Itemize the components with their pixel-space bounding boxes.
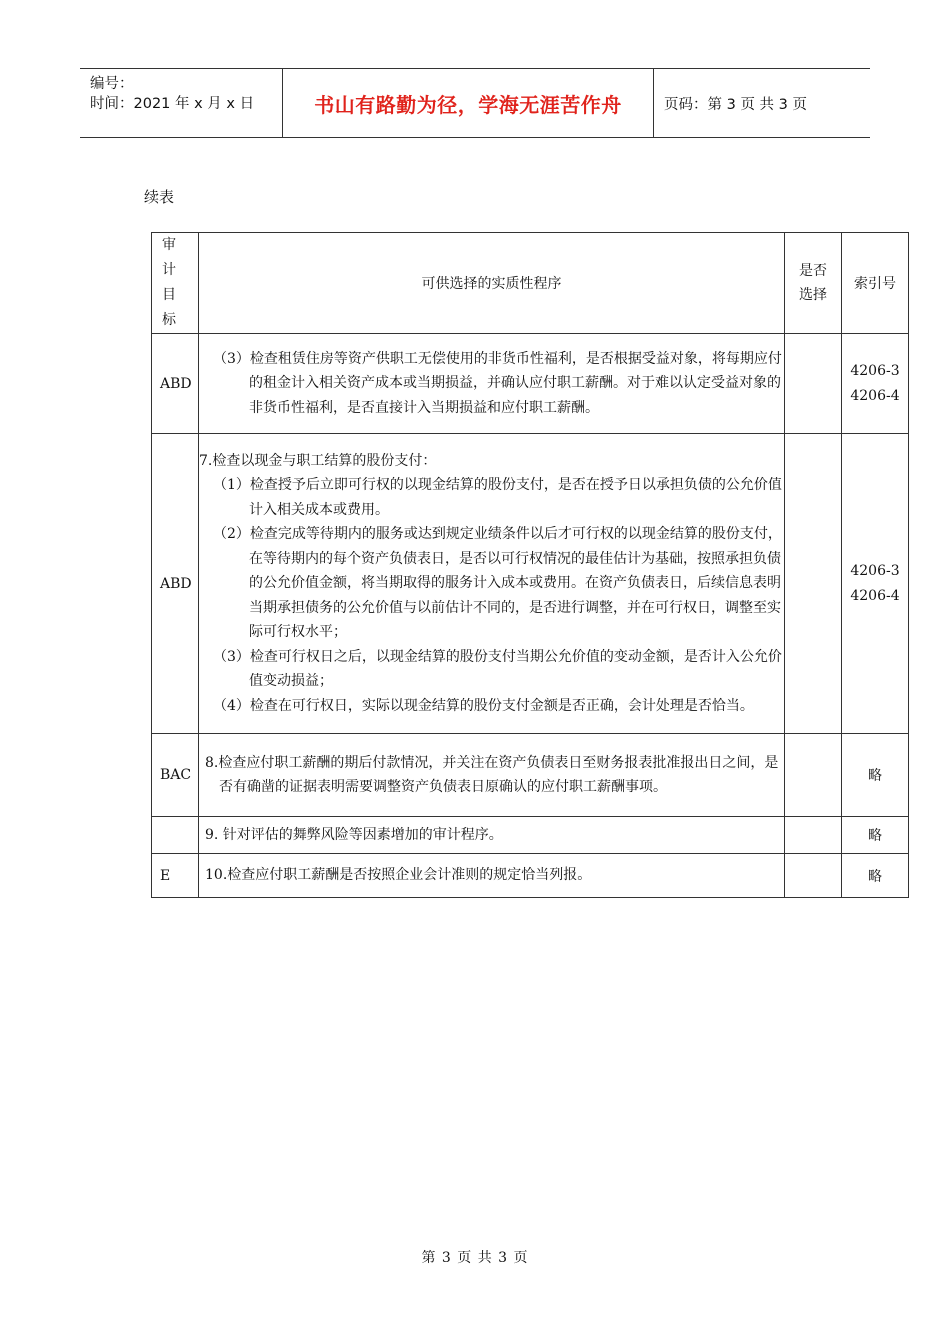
row-index-cell bbox=[842, 334, 909, 434]
header-motto-cell bbox=[283, 69, 654, 137]
row-procedure-cell bbox=[199, 434, 785, 734]
row-selected-cell[interactable] bbox=[785, 334, 842, 434]
table-row bbox=[152, 854, 909, 898]
row-index: 略 bbox=[868, 868, 882, 885]
row-index-cell bbox=[842, 854, 909, 898]
continued-label: 续表 bbox=[144, 188, 175, 206]
row-procedure-cell bbox=[199, 734, 785, 817]
procedure-line: （3）检查租赁住房等资产供职工无偿使用的非货币性福利，是否根据受益对象，将每期应付的租金计入相关资产成本或当期损益，并确认应付职工薪酬。对于难以认定受益对象的非货币性福利，是否直接计入当期损益和应付职工薪酬。 bbox=[213, 350, 782, 416]
header-selected-cell bbox=[785, 233, 842, 334]
row-procedure-cell bbox=[199, 817, 785, 854]
table-row bbox=[152, 734, 909, 817]
table-header-row bbox=[152, 233, 909, 334]
table-row bbox=[152, 434, 909, 734]
document-number-label: 编号： bbox=[90, 76, 134, 92]
row-procedure-cell bbox=[199, 334, 785, 434]
row-target: BAC bbox=[160, 767, 192, 783]
procedure-line: 8.检查应付职工薪酬的期后付款情况，并关注在资产负债表日至财务报表批准报出日之间，是否有确凿的证据表明需要调整资产负债表日原确认的应付职工薪酬事项。 bbox=[205, 754, 779, 795]
procedure-line: （2）检查完成等待期内的服务或达到规定业绩条件以后才可行权的以现金结算的股份支付，在等待期内的每个资产负债表日，是否以可行权情况的最佳估计为基础，按照承担负债的公允价值金额，将当期取得的服务计入成本或费用。在资产负债表日，后续信息表明当期承担债务的公允价值与以前估计不同的，是否进行调整，并在可行权日，调整至实际可行权水平； bbox=[213, 526, 782, 641]
row-index-cell bbox=[842, 734, 909, 817]
row-index-cell bbox=[842, 434, 909, 734]
header-procedure-cell bbox=[199, 233, 785, 334]
table-row bbox=[152, 334, 909, 434]
header-selected: 是否 选择 bbox=[799, 263, 827, 303]
row-selected-cell[interactable] bbox=[785, 734, 842, 817]
procedure-line: （4）检查在可行权日，实际以现金结算的股份支付金额是否正确，会计处理是否恰当。 bbox=[213, 697, 754, 714]
procedure-line: 10.检查应付职工薪酬是否按照企业会计准则的规定恰当列报。 bbox=[205, 867, 592, 884]
procedure-line: （1）检查授予后立即可行权的以现金结算的股份支付，是否在授予日以承担负债的公允价值计入相关成本或费用。 bbox=[213, 477, 782, 518]
row-selected-cell[interactable] bbox=[785, 817, 842, 854]
header-motto: 书山有路勤为径，学海无涯苦作舟 bbox=[314, 92, 622, 117]
row-target: E bbox=[160, 867, 171, 884]
row-index: 4206-3 4206-4 bbox=[850, 363, 900, 404]
document-time-label: 时间：2021 年 x 月 x 日 bbox=[90, 96, 255, 112]
page-footer: 第 3 页 共 3 页 bbox=[421, 1250, 529, 1266]
row-target-cell bbox=[152, 334, 199, 434]
header-target: 审 计 目 标 bbox=[162, 237, 176, 328]
header-index-cell bbox=[842, 233, 909, 334]
header-index: 索引号 bbox=[854, 276, 896, 292]
header-left-cell bbox=[80, 69, 283, 137]
header-page-info: 页码：第 3 页 共 3 页 bbox=[664, 96, 807, 113]
procedure-line: 7.检查以现金与职工结算的股份支付： bbox=[199, 452, 437, 469]
row-index: 4206-3 4206-4 bbox=[850, 563, 900, 604]
row-index: 略 bbox=[868, 828, 882, 844]
row-index-cell bbox=[842, 817, 909, 854]
row-target-cell bbox=[152, 854, 199, 898]
row-target-cell bbox=[152, 734, 199, 817]
row-target: ABD bbox=[160, 575, 192, 592]
row-target-cell bbox=[152, 817, 199, 854]
row-selected-cell[interactable] bbox=[785, 434, 842, 734]
row-selected-cell[interactable] bbox=[785, 854, 842, 898]
table-row bbox=[152, 817, 909, 854]
row-target: ABD bbox=[160, 375, 192, 392]
header-procedure: 可供选择的实质性程序 bbox=[421, 276, 562, 292]
row-procedure-cell bbox=[199, 854, 785, 898]
procedure-line: 9. 针对评估的舞弊风险等因素增加的审计程序。 bbox=[205, 826, 503, 843]
header-page-cell bbox=[654, 69, 870, 137]
row-index: 略 bbox=[868, 768, 882, 784]
audit-procedure-table bbox=[151, 232, 909, 898]
procedure-line: （3）检查可行权日之后，以现金结算的股份支付当期公允价值的变动金额，是否计入公允价值变动损益； bbox=[213, 648, 782, 690]
row-target-cell bbox=[152, 434, 199, 734]
header-target-cell bbox=[152, 233, 199, 334]
page-header bbox=[80, 68, 870, 138]
